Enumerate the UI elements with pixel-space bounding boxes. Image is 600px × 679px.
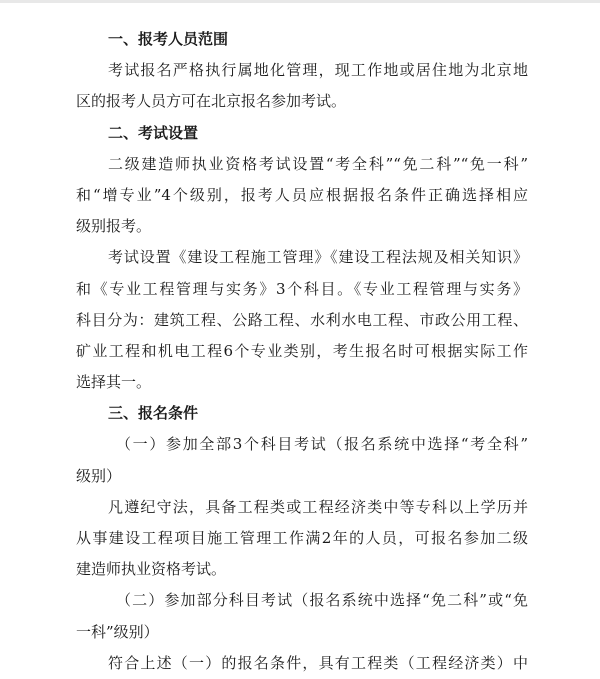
paragraph-line: 科目分为：建筑工程、公路工程、水利水电工程、市政公用工程、: [76, 310, 528, 329]
paragraph-line: 二级建造师执业资格考试设置“考全科”“免二科”“免一科”: [108, 154, 528, 173]
subsection-heading-full: （一）参加全部3个科目考试（报名系统中选择“考全科”: [116, 435, 528, 454]
paragraph-line: 考试设置《建设工程施工管理》《建设工程法规及相关知识》: [108, 248, 528, 267]
subsection-heading-partial: （二）参加部分科目考试（报名系统中选择“免二科”或“免: [116, 591, 528, 610]
paragraph-line: 建造师执业资格考试。: [76, 560, 227, 579]
page-top-edge: [0, 0, 600, 3]
paragraph-line: 级别报考。: [76, 217, 152, 236]
section-heading-conditions: 三、报名条件: [108, 404, 199, 423]
paragraph-line: 和“增专业”4个级别，报考人员应根据报名条件正确选择相应: [76, 185, 528, 204]
paragraph-line: 凡遵纪守法，具备工程类或工程经济类中等专科以上学历并: [108, 497, 528, 516]
paragraph-line: 从事建设工程项目施工管理工作满2年的人员，可报名参加二级: [76, 529, 528, 547]
subsection-heading-full: 级别）: [76, 466, 122, 485]
paragraph-line: 区的报考人员方可在北京报名参加考试。: [76, 92, 347, 111]
section-heading-scope: 一、报考人员范围: [108, 30, 229, 48]
document-body: [76, 24, 528, 679]
paragraph-line: 考试报名严格执行属地化管理，现工作地或居住地为北京地: [108, 61, 528, 80]
paragraph-line: 选择其一。: [76, 373, 152, 392]
paragraph-line: 矿业工程和机电工程6个专业类别，考生报名时可根据实际工作: [76, 341, 528, 360]
paragraph-line: 和《专业工程管理与实务》3个科目。《专业工程管理与实务》: [76, 279, 528, 298]
paragraph-line: 符合上述（一）的报名条件，具有工程类（工程经济类）中: [108, 653, 528, 672]
subsection-heading-partial: 一科”级别）: [76, 622, 159, 641]
section-heading-settings: 二、考试设置: [108, 123, 199, 142]
